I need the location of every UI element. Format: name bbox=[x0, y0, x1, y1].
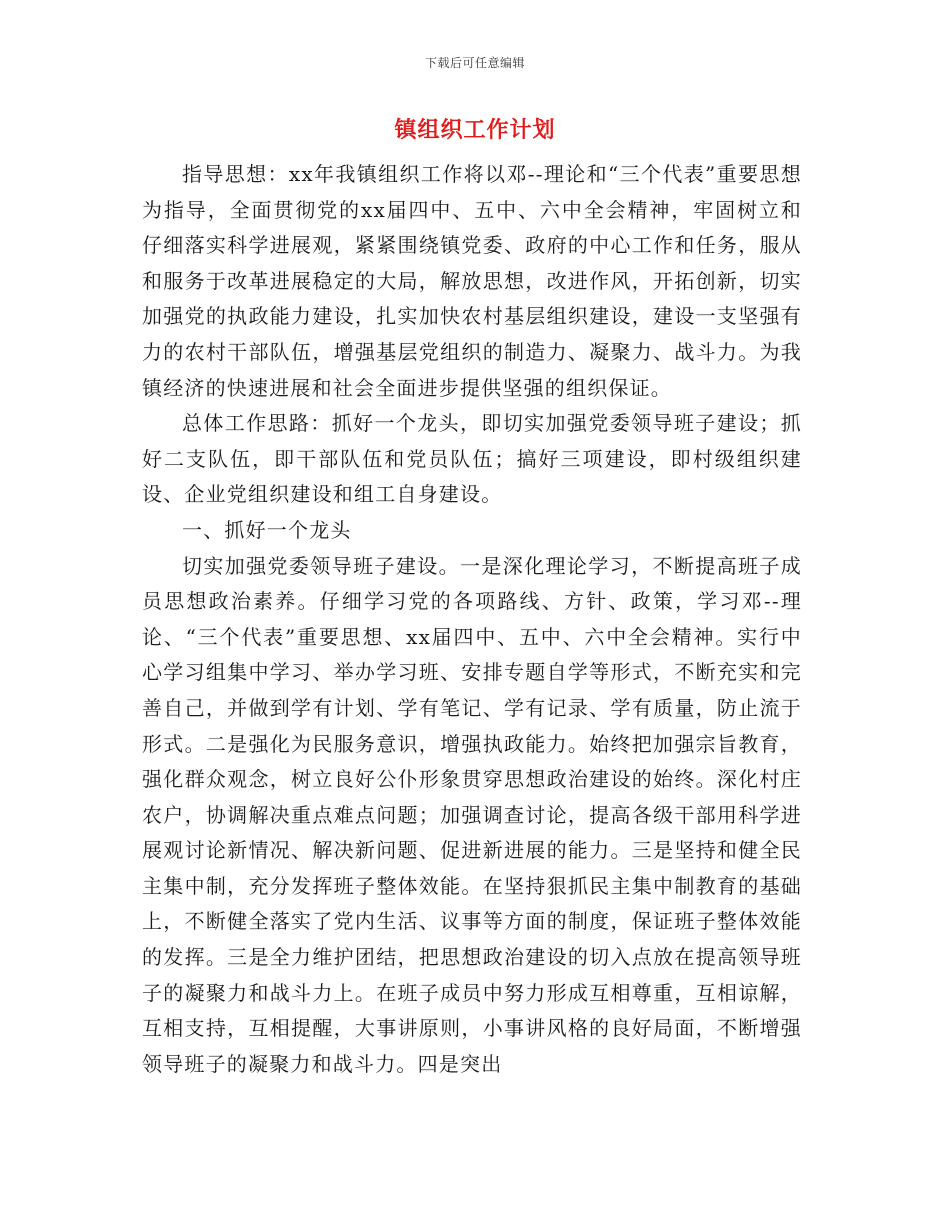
document-body bbox=[142, 157, 802, 1082]
paragraph-guiding-ideology: 指导思想：xx年我镇组织工作将以邓--理论和“三个代表”重要思想为指导，全面贯彻党的xx届四中、五中、六中全会精神，牢固树立和仔细落实科学进展观，紧紧围绕镇党委、政府的中心工作和任务，服从和服务于改革进展稳定的大局，解放思想，改进作风，开拓创新，切实加强党的执政能力建设，扎实加快农村基层组织建设，建设一支坚强有力的农村干部队伍，增强基层党组织的制造力、凝聚力、战斗力。为我镇经济的快速进展和社会全面进步提供坚强的组织保证。 bbox=[142, 162, 802, 400]
header-note: 下载后可任意编辑 bbox=[424, 56, 525, 70]
section-heading-one: 一、抓好一个龙头 bbox=[182, 517, 352, 542]
paragraph-overall-approach: 总体工作思路：抓好一个龙头，即切实加强党委领导班子建设；抓好二支队伍，即干部队伍和党员队伍；搞好三项建设，即村级组织建设、企业党组织建设和组工自身建设。 bbox=[142, 411, 802, 507]
page-title: 镇组织工作计划 bbox=[394, 117, 556, 143]
paragraph-leadership-building: 切实加强党委领导班子建设。一是深化理论学习，不断提高班子成员思想政治素养。仔细学习党的各项路线、方针、政策，学习邓--理论、“三个代表”重要思想、xx届四中、五中、六中全会精神。实行中心学习组集中学习、举办学习班、安排专题自学等形式，不断充实和完善自己，并做到学有计划、学有笔记、学有记录、学有质量，防止流于形式。二是强化为民服务意识，增强执政能力。始终把加强宗旨教育，强化群众观念，树立良好公仆形象贯穿思想政治建设的始终。深化村庄农户，协调解决重点难点问题；加强调查讨论，提高各级干部用科学进展观讨论新情况、解决新问题、促进新进展的能力。三是坚持和健全民主集中制，充分发挥班子整体效能。在坚持狠抓民主集中制教育的基础上，不断健全落实了党内生活、议事等方面的制度，保证班子整体效能的发挥。三是全力维护团结，把思想政治建设的切入点放在提高领导班子的凝聚力和战斗力上。在班子成员中努力形成互相尊重，互相谅解，互相支持，互相提醒，大事讲原则，小事讲风格的良好局面，不断增强领导班子的凝聚力和战斗力。四是突出 bbox=[142, 553, 802, 1076]
